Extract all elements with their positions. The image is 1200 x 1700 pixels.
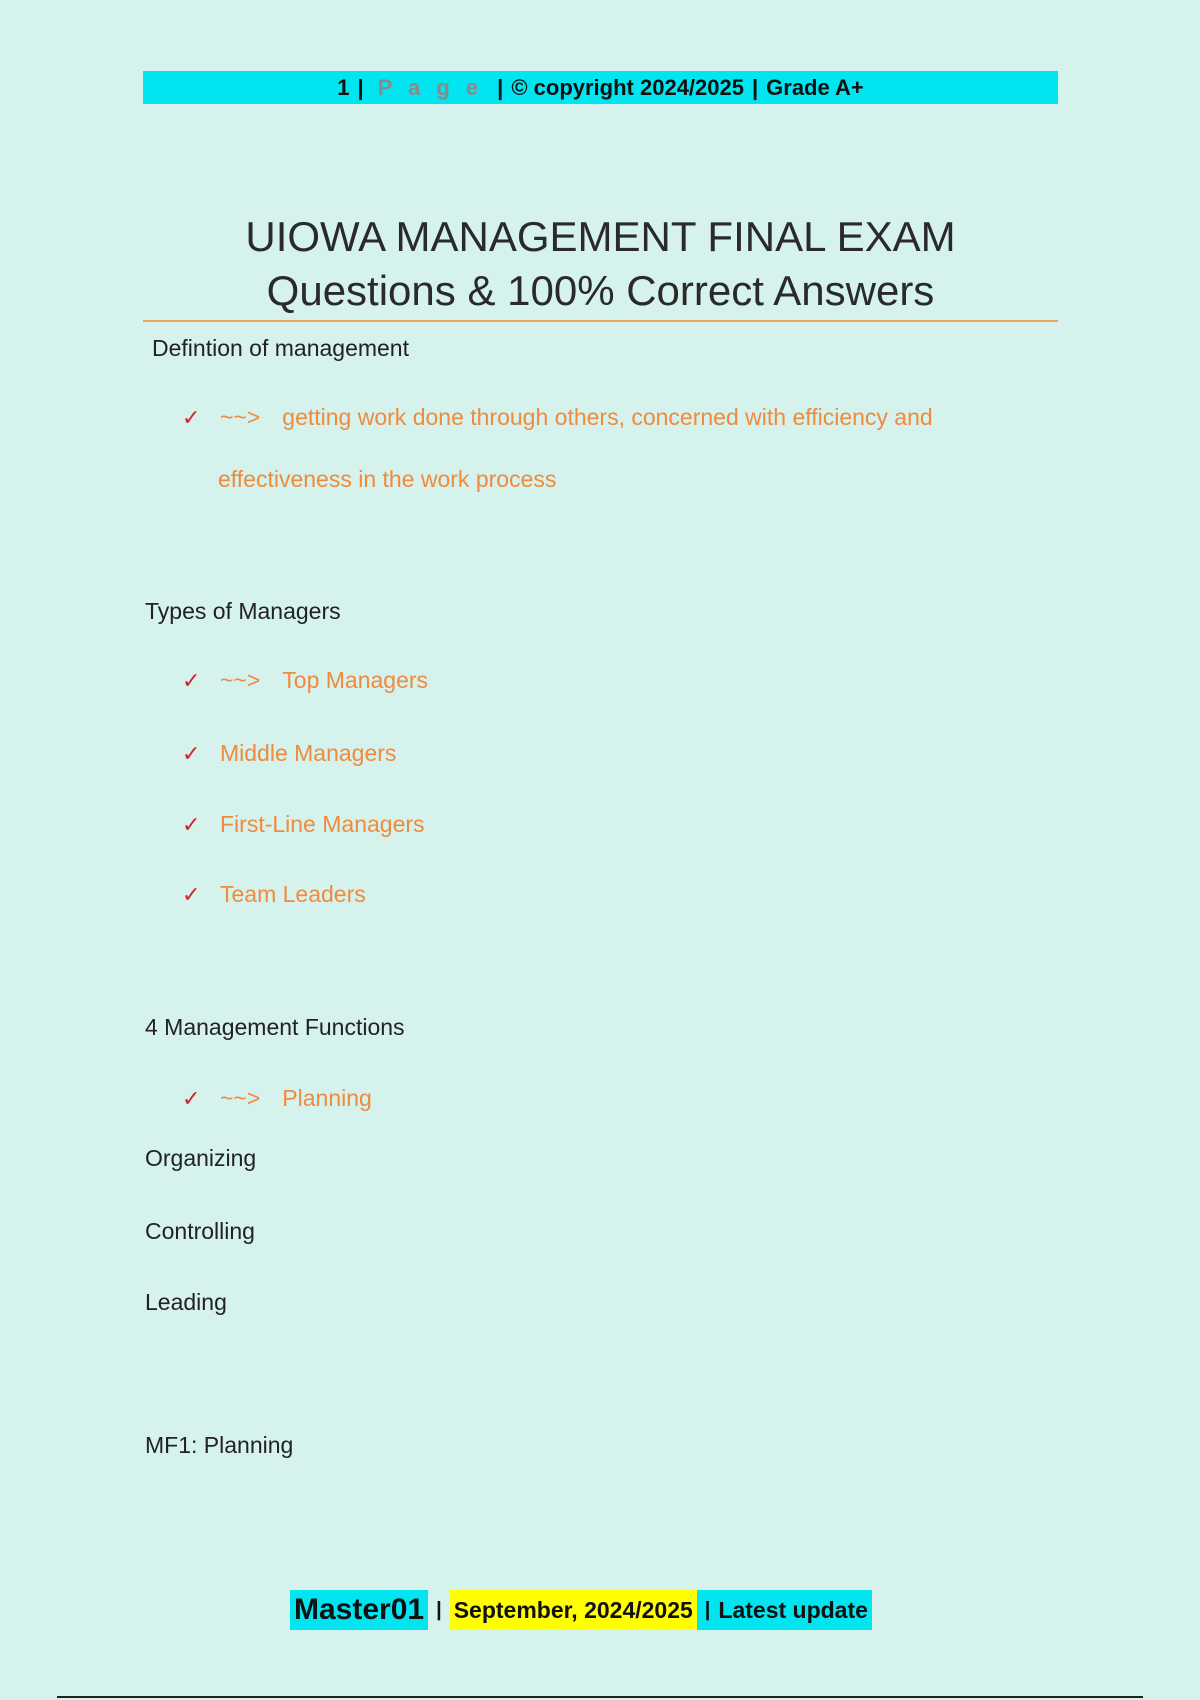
answer-arrow: ~~> [220,667,261,693]
list-item-types-2 [182,811,425,838]
copyright-text: © copyright 2024/2025 [511,74,744,100]
list-item-types-3 [182,881,366,908]
bottom-divider [57,1696,1143,1698]
footer-update: Latest update [718,1590,872,1630]
footer-separator: | [428,1590,450,1630]
check-icon: ✓ [182,1086,201,1111]
document-title [143,210,1058,318]
answer-arrow: ~~> [220,404,261,430]
page-footer [290,1590,872,1630]
answer-text: First-Line Managers [220,811,425,837]
function-item-controlling: Controlling [145,1218,255,1244]
check-icon: ✓ [182,812,201,837]
header-separator: | [497,74,504,100]
page-header-bar [143,71,1058,104]
footer-separator: | [697,1590,719,1630]
question-mf1-heading: MF1: Planning [145,1432,294,1458]
function-item-organizing: Organizing [145,1145,257,1171]
page-word: P a g e [377,74,484,100]
question-definition-heading: Defintion of management [152,335,409,361]
grade-text: Grade A+ [766,74,864,100]
check-icon: ✓ [182,668,201,693]
answer-text: Middle Managers [220,740,397,766]
answer-text: Planning [282,1085,372,1111]
list-item-functions-0 [182,1085,372,1112]
answer-text: Top Managers [282,667,429,693]
function-item-leading: Leading [145,1289,227,1315]
title-line-1: UIOWA MANAGEMENT FINAL EXAM [245,213,956,260]
answer-text-line-2: effectiveness in the work process [218,466,557,492]
question-types-heading: Types of Managers [145,598,341,624]
footer-date: September, 2024/2025 [450,1590,697,1630]
answer-text: Team Leaders [220,881,366,907]
header-separator: | [751,74,759,100]
page-number: 1 [337,74,350,100]
check-icon: ✓ [182,741,201,766]
title-divider [143,320,1058,322]
title-line-2: Questions & 100% Correct Answers [266,267,935,314]
check-icon: ✓ [182,882,201,907]
footer-brand: Master01 [290,1590,428,1630]
header-separator: | [357,74,364,100]
question-functions-heading: 4 Management Functions [145,1014,405,1040]
answer-arrow: ~~> [220,1085,261,1111]
check-icon: ✓ [182,405,201,430]
list-item-types-0 [182,667,428,694]
answer-text-line-1: getting work done through others, concerned with efficiency and [282,404,933,430]
list-item-types-1 [182,740,396,767]
answer-definition [182,404,933,431]
